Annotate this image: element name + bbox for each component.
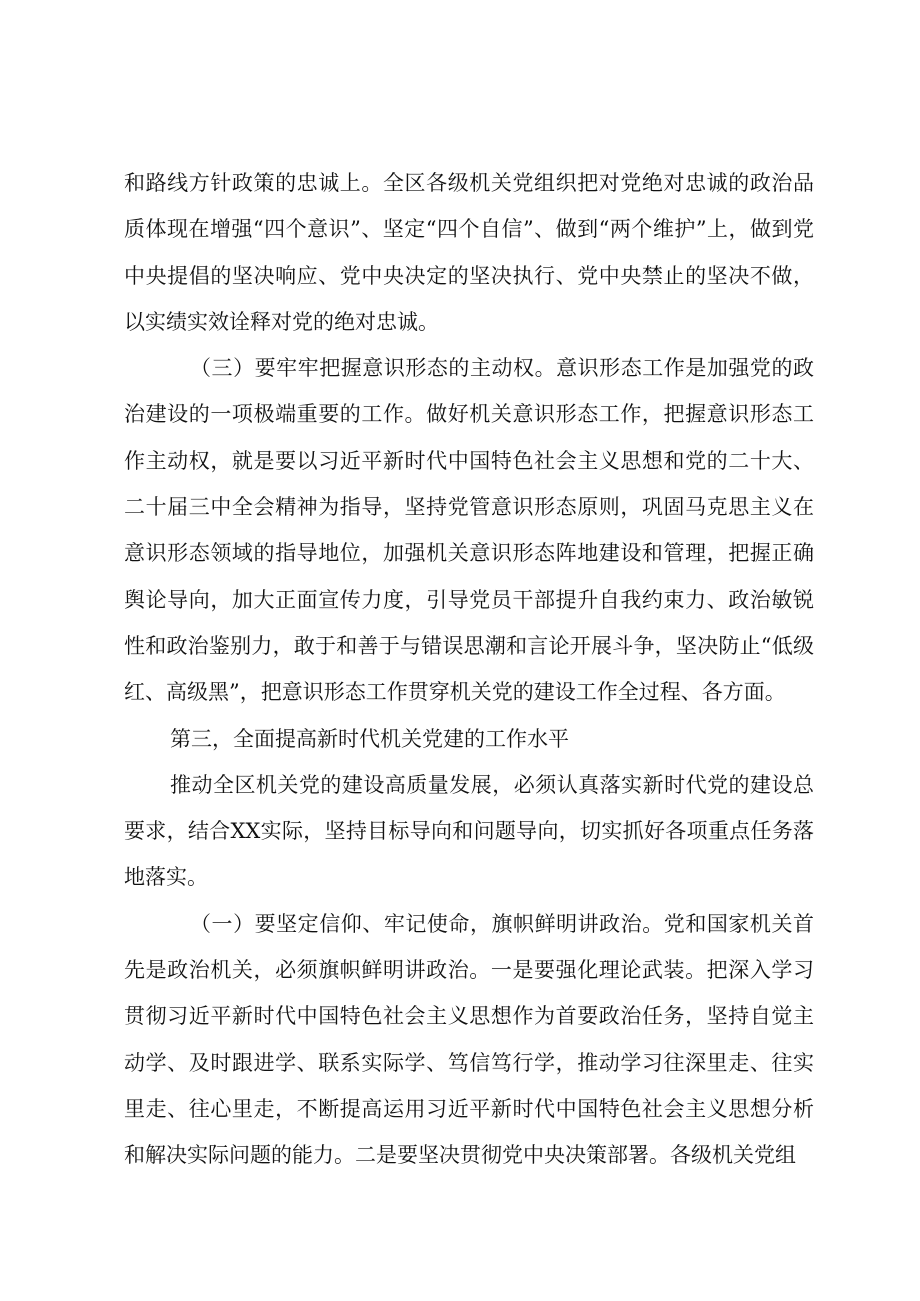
section-heading-third: 第三，全面提高新时代机关党建的工作水平 (170, 726, 569, 751)
body-paragraph-politics: （一）要坚定信仰、牢记使命，旗帜鲜明讲政治。党和国家机关首先是政治机关，必须旗帜鲜明讲政治。一是要强化理论武装。把深入学习贯彻习近平新时代中国特色社会主义思想作为首要政治任务，坚持自觉主动学、及时跟进学、联系实际学、笃信笃行学，推动学习往深里走、往实里走、往心里走，不断提高运用习近平新时代中国特色社会主义思想分析和解决实际问题的能力。二是要坚决贯彻党中央决策部署。各级机关党组 (124, 911, 814, 1168)
body-paragraph-intro: 推动全区机关党的建设高质量发展，必须认真落实新时代党的建设总要求，结合XX实际，坚持目标导向和问题导向，切实抓好各项重点任务落地落实。 (124, 772, 814, 890)
document-body (124, 160, 814, 1179)
body-paragraph-continuation: 和路线方针政策的忠诚上。全区各级机关党组织把对党绝对忠诚的政治品质体现在增强“四个意识”、坚定“四个自信”、做到“两个维护”上，做到党中央提倡的坚决响应、党中央决定的坚决执行、党中央禁止的坚决不做，以实绩实效诠释对党的绝对忠诚。 (124, 171, 814, 334)
body-paragraph-ideology: （三）要牢牢把握意识形态的主动权。意识形态工作是加强党的政治建设的一项极端重要的工作。做好机关意识形态工作，把握意识形态工作主动权，就是要以习近平新时代中国特色社会主义思想和党的二十大、二十届三中全会精神为指导，坚持党管意识形态原则，巩固马克思主义在意识形态领域的指导地位，加强机关意识形态阵地建设和管理，把握正确舆论导向，加大正面宣传力度，引导党员干部提升自我约束力、政治敏锐性和政治鉴别力，敢于和善于与错误思潮和言论开展斗争，坚决防止“低级红、高级黑”，把意识形态工作贯穿机关党的建设工作全过程、各方面。 (124, 356, 814, 705)
